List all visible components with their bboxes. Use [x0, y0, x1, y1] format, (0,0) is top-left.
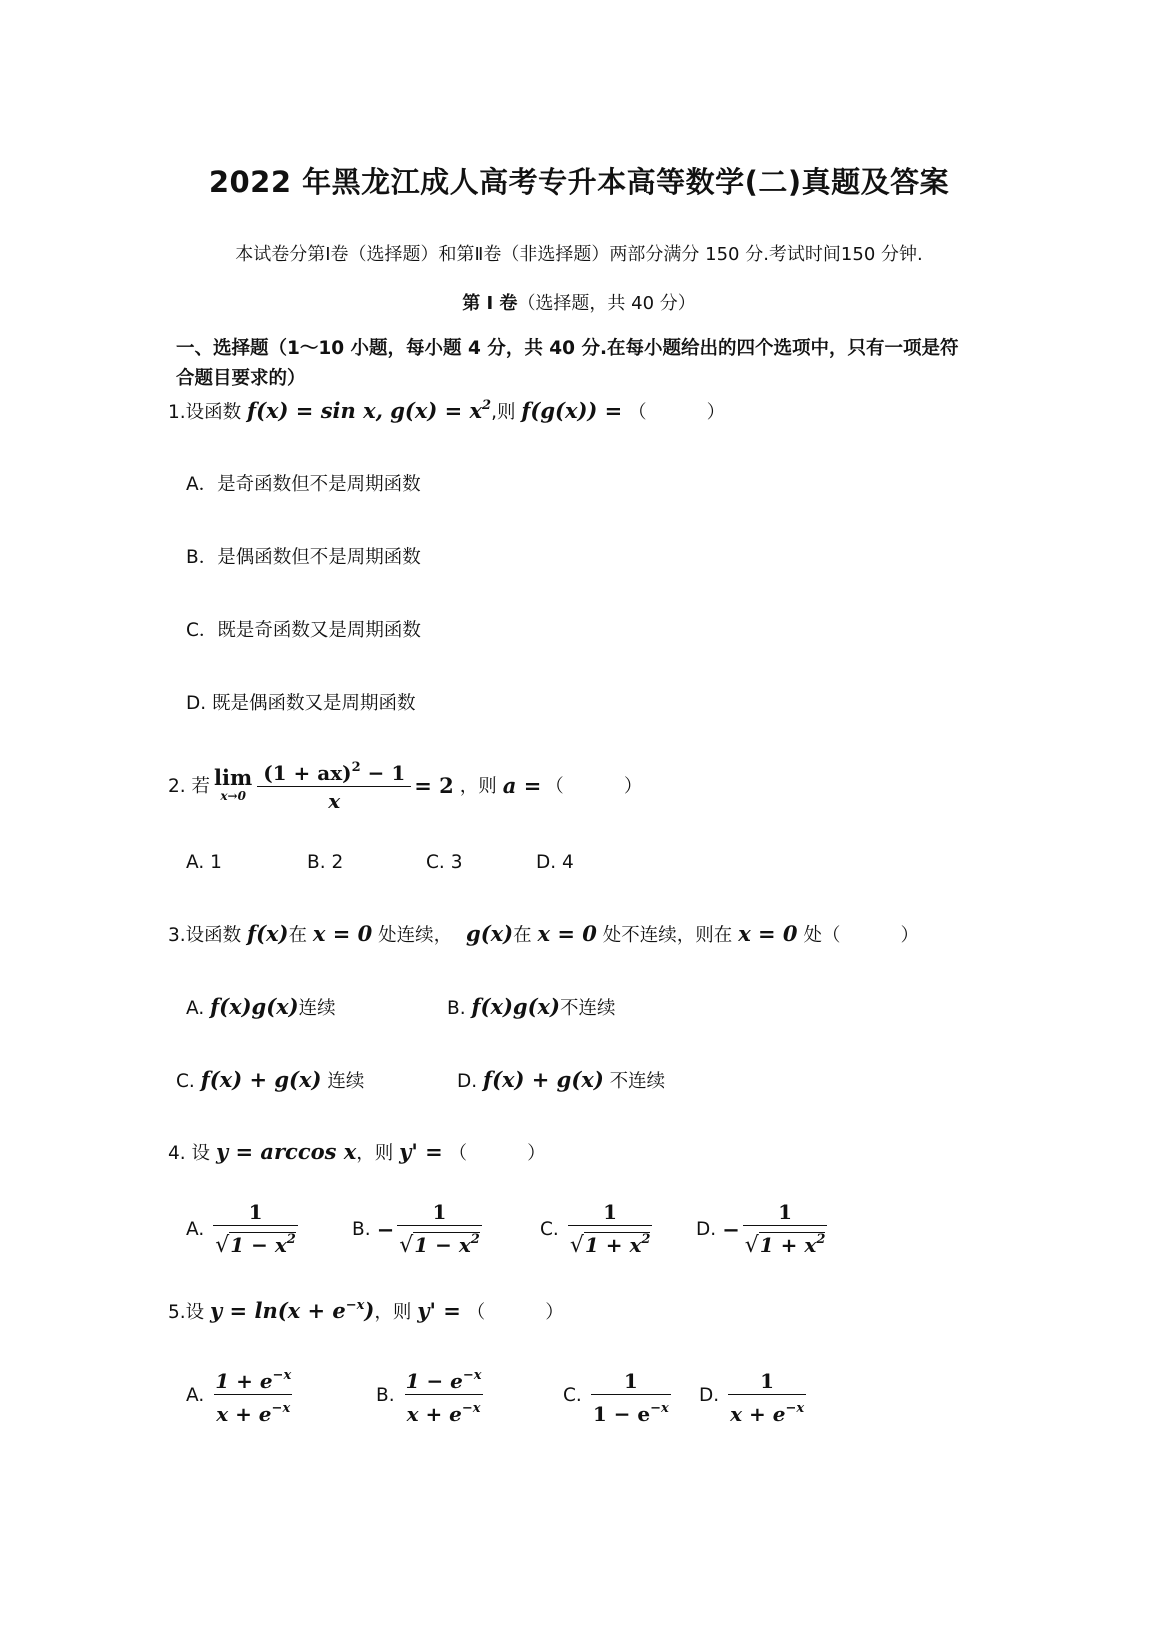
exam-intro: 本试卷分第Ⅰ卷（选择题）和第Ⅱ卷（非选择题）两部分满分 150 分.考试时间150 分钟. — [235, 244, 923, 265]
option-text: 4 — [562, 852, 574, 873]
option-text: 连续 — [298, 998, 336, 1019]
part-one-label: 第 Ⅰ 卷 — [462, 293, 518, 314]
option-sign: − — [376, 1217, 395, 1242]
denominator-text: 1 − e — [592, 1402, 651, 1426]
option-label: A. — [186, 1385, 205, 1406]
question-5-prefix: 5.设 — [168, 1302, 205, 1323]
question-2-prefix: 2. 若 — [168, 776, 211, 797]
question-4-option-a[interactable] — [186, 1200, 301, 1259]
limit-fraction — [257, 756, 411, 814]
denominator-exponent: −x — [461, 1401, 481, 1416]
option-text: 连续 — [327, 1071, 365, 1092]
answer-paren-close: ） — [545, 1302, 564, 1323]
option-sign: − — [722, 1217, 740, 1242]
sqrt-icon: √ — [399, 1233, 414, 1258]
question-5-exponent: −x — [345, 1298, 365, 1313]
question-2-mid: ，则 — [459, 776, 497, 797]
denominator-exponent: −x — [271, 1401, 291, 1416]
radicand — [584, 1232, 651, 1257]
question-3-text: 在 — [513, 925, 532, 946]
function-f: f(x) — [247, 921, 289, 946]
question-1-mid: ,则 — [491, 402, 516, 423]
denominator-text: x + e — [216, 1402, 272, 1426]
option-label: D. — [699, 1385, 720, 1406]
question-4-option-b[interactable] — [352, 1200, 485, 1259]
radicand — [229, 1232, 296, 1257]
question-5-option-c[interactable] — [563, 1364, 674, 1427]
option-label: A. — [186, 852, 205, 873]
question-2-option-c[interactable] — [426, 852, 462, 873]
answer-paren-close: ） — [706, 402, 726, 423]
question-1-exponent: 2 — [482, 398, 492, 413]
point-x0: x = 0 — [738, 921, 798, 946]
option-fraction — [568, 1200, 653, 1259]
limit-subscript: x→0 — [220, 789, 246, 803]
question-4 — [168, 1139, 546, 1165]
option-label: B. — [376, 1385, 395, 1406]
option-fraction — [591, 1364, 671, 1427]
question-3-text: 处连续， — [378, 925, 453, 946]
denominator-exponent: −x — [650, 1401, 669, 1416]
denominator-text: x + e — [406, 1402, 462, 1426]
option-label: D. — [457, 1071, 478, 1092]
question-3-option-c[interactable] — [176, 1067, 364, 1093]
answer-paren-open: （ — [545, 776, 564, 797]
question-3 — [168, 921, 919, 947]
option-label: A． — [186, 474, 218, 495]
option-label: D. — [696, 1219, 717, 1240]
numerator-exponent: −x — [462, 1368, 482, 1383]
numerator-exponent: 2 — [351, 760, 361, 775]
point-x0: x = 0 — [312, 921, 373, 946]
numerator-text: 1 — [760, 1369, 775, 1393]
question-1-composite: f(g(x)) = — [521, 398, 623, 423]
fraction-numerator: 1 — [432, 1200, 447, 1224]
question-4-option-d[interactable] — [696, 1200, 830, 1259]
question-5-option-d[interactable] — [699, 1364, 809, 1427]
option-label: C． — [186, 620, 218, 641]
numerator-text: 1 + e — [215, 1369, 273, 1393]
page-title: 2022 年黑龙江成人高考专升本高等数学(二)真题及答案 — [208, 165, 950, 199]
option-label: B. — [352, 1219, 371, 1240]
question-5-close: ) — [364, 1298, 375, 1323]
fraction-numerator — [404, 1364, 484, 1394]
radicand-text: 1 + x — [759, 1233, 817, 1257]
option-expr: f(x)g(x) — [210, 994, 299, 1019]
question-2-option-b[interactable] — [307, 852, 343, 873]
fraction-denominator — [743, 1225, 828, 1259]
option-text: 既是偶函数又是周期函数 — [212, 693, 416, 714]
limit-word: lim — [214, 765, 253, 790]
question-1-function-def — [247, 398, 491, 423]
denominator-exponent: −x — [785, 1401, 805, 1416]
sqrt-icon: √ — [569, 1233, 584, 1258]
question-1-option-b[interactable] — [186, 543, 421, 569]
question-3-option-d[interactable] — [457, 1067, 665, 1093]
answer-paren-open: （ — [448, 1143, 468, 1164]
option-fraction — [404, 1364, 484, 1427]
option-fraction — [728, 1364, 806, 1427]
point-x0: x = 0 — [537, 921, 597, 946]
question-2 — [168, 756, 642, 814]
question-3-text: 在 — [288, 925, 307, 946]
fraction-denominator — [568, 1225, 653, 1259]
fraction-numerator — [261, 756, 407, 786]
answer-paren-close: ） — [900, 925, 919, 946]
numerator-text: 1 − e — [405, 1369, 463, 1393]
fraction-denominator — [397, 1225, 482, 1259]
sqrt-icon: √ — [744, 1233, 759, 1258]
option-text: 1 — [210, 852, 222, 873]
option-text: 不连续 — [609, 1071, 666, 1092]
question-5 — [168, 1298, 564, 1324]
question-1-option-d[interactable] — [186, 689, 416, 715]
option-fraction — [213, 1200, 298, 1259]
option-fraction — [743, 1200, 828, 1259]
question-4-prefix: 4. 设 — [168, 1143, 211, 1164]
option-label: A. — [186, 1219, 205, 1240]
numerator-exponent: −x — [272, 1368, 292, 1383]
option-expr: f(x)g(x) — [471, 994, 560, 1019]
derivative-symbol: y' = — [417, 1298, 461, 1323]
part-one-desc: （选择题，共 40 分） — [517, 293, 696, 314]
option-text: 2 — [331, 852, 344, 873]
fraction-denominator — [214, 1394, 292, 1427]
fraction-numerator: 1 — [603, 1200, 618, 1224]
option-label: C. — [563, 1385, 582, 1406]
sqrt-icon: √ — [215, 1233, 230, 1258]
question-1-prefix: 1.设函数 — [168, 402, 242, 423]
numerator-text: 1 — [623, 1369, 638, 1393]
question-4-option-c[interactable] — [540, 1200, 655, 1259]
option-text: 是奇函数但不是周期函数 — [217, 474, 421, 495]
fraction-numerator: 1 — [778, 1200, 793, 1224]
part-one-heading — [0, 289, 1158, 315]
question-1-option-a[interactable] — [186, 470, 421, 496]
option-fraction — [397, 1200, 482, 1259]
question-2-option-d[interactable] — [536, 852, 574, 873]
answer-paren-close: ） — [527, 1143, 546, 1164]
question-3-option-b[interactable] — [447, 994, 616, 1020]
option-label: B． — [186, 547, 218, 568]
fraction-denominator — [591, 1394, 671, 1427]
option-label: B. — [447, 998, 466, 1019]
denominator-text: x + e — [730, 1402, 786, 1426]
radicand — [413, 1232, 480, 1257]
question-5-expr-text: y = ln(x + e — [210, 1298, 346, 1323]
question-2-option-a[interactable] — [186, 852, 222, 873]
question-3-text: 处不连续，则在 — [602, 925, 733, 946]
option-label: C. — [176, 1071, 195, 1092]
option-label: B. — [307, 852, 326, 873]
option-label: C. — [426, 852, 445, 873]
option-text: 不连续 — [559, 998, 616, 1019]
question-4-mid: ，则 — [356, 1143, 394, 1164]
option-label: D. — [186, 693, 207, 714]
option-text: 既是奇函数又是周期函数 — [217, 620, 421, 641]
derivative-symbol: y' = — [399, 1139, 443, 1164]
question-5-option-b[interactable] — [376, 1364, 487, 1427]
radicand-text: 1 − x — [414, 1233, 471, 1257]
option-text: 是偶函数但不是周期函数 — [217, 547, 421, 568]
numerator-base: (1 + ax) — [263, 761, 352, 785]
fraction-numerator: 1 — [248, 1200, 263, 1224]
answer-paren-open: 处（ — [803, 925, 841, 946]
question-1-option-c[interactable] — [186, 616, 421, 642]
option-label: C. — [540, 1219, 559, 1240]
option-fraction — [213, 1364, 293, 1427]
question-1-expr: f(x) = sin x, g(x) = x — [247, 398, 483, 423]
fraction-numerator — [213, 1364, 293, 1394]
radicand — [759, 1232, 826, 1257]
fraction-denominator — [213, 1225, 298, 1259]
radicand-exponent: 2 — [816, 1232, 826, 1247]
answer-paren-open: （ — [466, 1302, 486, 1323]
question-5-option-a[interactable] — [186, 1364, 296, 1427]
option-label: D. — [536, 852, 557, 873]
option-text: 3 — [450, 852, 463, 873]
answer-paren-open: （ — [628, 402, 647, 423]
option-expr: f(x) + g(x) — [483, 1067, 604, 1092]
question-5-expr — [210, 1298, 374, 1323]
question-3-prefix: 3.设函数 — [168, 925, 242, 946]
fraction-numerator — [758, 1364, 776, 1394]
fraction-denominator — [728, 1394, 806, 1427]
option-label: A. — [186, 998, 205, 1019]
answer-paren-close: ） — [623, 776, 643, 797]
radicand-exponent: 2 — [641, 1232, 651, 1247]
function-g: g(x) — [466, 921, 514, 946]
section-one-heading: 一、选择题（1～10 小题，每小题 4 分，共 40 分.在每小题给出的四个选项中，只有一项是符合题目要求的） — [176, 338, 959, 389]
radicand-exponent: 2 — [286, 1232, 296, 1247]
numerator-tail: − 1 — [360, 761, 406, 785]
radicand-exponent: 2 — [470, 1232, 480, 1247]
option-expr: f(x) + g(x) — [200, 1067, 322, 1092]
fraction-denominator — [405, 1394, 483, 1427]
question-4-expr: y = arccos x — [215, 1139, 357, 1164]
question-3-option-a[interactable] — [186, 994, 336, 1020]
radicand-text: 1 − x — [230, 1233, 287, 1257]
limit-operator — [214, 767, 252, 803]
fraction-denominator: x — [257, 786, 411, 814]
radicand-text: 1 + x — [584, 1233, 642, 1257]
question-5-mid: ，则 — [374, 1302, 412, 1323]
fraction-numerator — [622, 1364, 640, 1394]
question-1 — [168, 398, 725, 424]
limit-value: = 2 — [414, 772, 454, 798]
question-2-variable: a = — [502, 772, 542, 798]
